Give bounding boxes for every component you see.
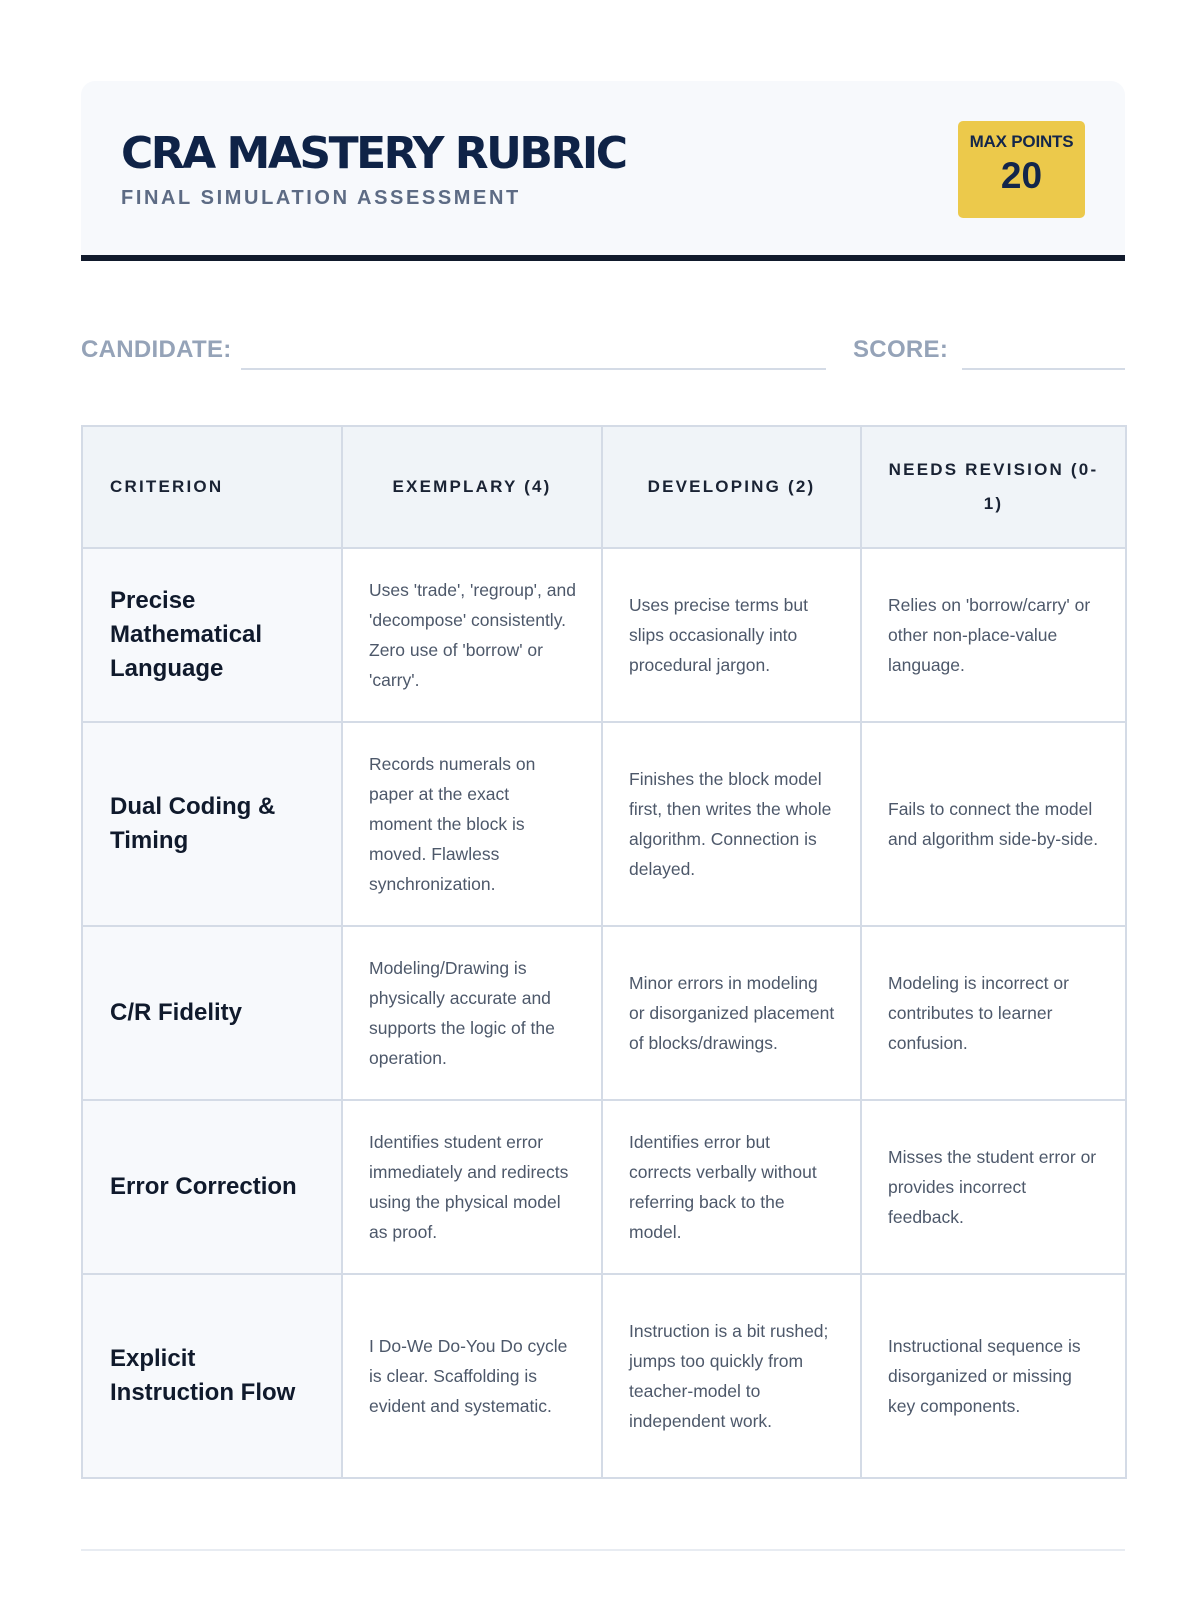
exemplary-cell: I Do-We Do-You Do cycle is clear. Scaffolding is evident and systematic. bbox=[342, 1274, 602, 1478]
table-row bbox=[82, 1100, 1126, 1274]
exemplary-cell: Modeling/Drawing is physically accurate and supports the logic of the operation. bbox=[342, 926, 602, 1100]
developing-cell: Uses precise terms but slips occasionally into procedural jargon. bbox=[602, 548, 861, 722]
score-field[interactable] bbox=[962, 368, 1125, 370]
table-row bbox=[82, 722, 1126, 926]
score-label: SCORE: bbox=[853, 336, 949, 363]
candidate-field[interactable] bbox=[241, 368, 826, 370]
needs-revision-cell: Modeling is incorrect or contributes to learner confusion. bbox=[861, 926, 1126, 1100]
needs-revision-cell: Misses the student error or provides incorrect feedback. bbox=[861, 1100, 1126, 1274]
max-points-value: 20 bbox=[1000, 155, 1043, 196]
page-title: CRA MASTERY RUBRIC bbox=[121, 128, 626, 179]
developing-cell: Instruction is a bit rushed; jumps too quickly from teacher-model to independent work. bbox=[602, 1274, 861, 1478]
column-header-exemplary: EXEMPLARY (4) bbox=[342, 426, 602, 548]
rubric-header bbox=[81, 81, 1125, 261]
needs-revision-cell: Instructional sequence is disorganized or missing key components. bbox=[861, 1274, 1126, 1478]
candidate-label: CANDIDATE: bbox=[81, 336, 232, 363]
column-header-needs-revision: NEEDS REVISION (0-1) bbox=[861, 426, 1126, 548]
criterion-cell: Error Correction bbox=[82, 1100, 342, 1274]
column-header-developing: DEVELOPING (2) bbox=[602, 426, 861, 548]
needs-revision-cell: Relies on 'borrow/carry' or other non-place-value language. bbox=[861, 548, 1126, 722]
max-points-label: MAX POINTS bbox=[969, 132, 1074, 151]
criterion-cell: Precise Mathematical Language bbox=[82, 548, 342, 722]
exemplary-cell: Records numerals on paper at the exact moment the block is moved. Flawless synchronization. bbox=[342, 722, 602, 926]
exemplary-cell: Identifies student error immediately and redirects using the physical model as proof. bbox=[342, 1100, 602, 1274]
developing-cell: Identifies error but corrects verbally without referring back to the model. bbox=[602, 1100, 861, 1274]
needs-revision-cell: Fails to connect the model and algorithm side-by-side. bbox=[861, 722, 1126, 926]
developing-cell: Minor errors in modeling or disorganized placement of blocks/drawings. bbox=[602, 926, 861, 1100]
table-row bbox=[82, 548, 1126, 722]
column-header-criterion: CRITERION bbox=[82, 426, 342, 548]
max-points-badge bbox=[958, 121, 1085, 218]
footer-divider bbox=[81, 1549, 1125, 1551]
criterion-cell: Explicit Instruction Flow bbox=[82, 1274, 342, 1478]
exemplary-cell: Uses 'trade', 'regroup', and 'decompose' consistently. Zero use of 'borrow' or 'carry'. bbox=[342, 548, 602, 722]
criterion-cell: C/R Fidelity bbox=[82, 926, 342, 1100]
table-row bbox=[82, 926, 1126, 1100]
rubric-table bbox=[81, 425, 1127, 1479]
criterion-cell: Dual Coding & Timing bbox=[82, 722, 342, 926]
table-row bbox=[82, 1274, 1126, 1478]
developing-cell: Finishes the block model first, then writes the whole algorithm. Connection is delayed. bbox=[602, 722, 861, 926]
table-header-row bbox=[82, 426, 1126, 548]
page-subtitle: FINAL SIMULATION ASSESSMENT bbox=[121, 187, 521, 209]
